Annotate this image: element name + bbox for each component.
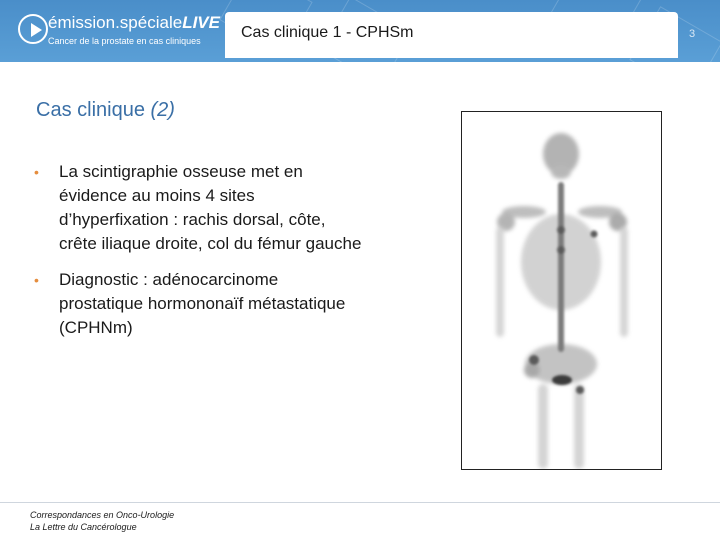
bullet-text: La scintigraphie osseuse met en évidence au moins 4 sites d’hyperfixation : rachis dorsal, côte, crête iliaque droite, col du fémur gauche [59, 162, 362, 253]
logo [14, 10, 220, 52]
play-icon [18, 14, 48, 44]
bullet-item [34, 160, 364, 256]
logo-title [48, 13, 220, 33]
bone-scan-image [461, 111, 662, 470]
slide-title: Cas clinique 1 - CPHSm [241, 24, 414, 41]
header-banner [0, 0, 720, 62]
footer-line-2: La Lettre du Cancérologue [30, 522, 137, 532]
logo-title-live: LIVE [182, 13, 220, 32]
logo-subtitle: Cancer de la prostate en cas cliniques [48, 36, 201, 46]
section-title-paren: (2) [150, 99, 175, 121]
slide-title-box [225, 12, 678, 58]
footer-line-1: Correspondances en Onco-Urologie [30, 510, 175, 520]
skeleton-scan-icon [462, 112, 661, 469]
footer-divider [0, 502, 720, 503]
bullet-item [34, 268, 364, 340]
bullet-icon: • [34, 272, 39, 288]
section-title [36, 99, 175, 122]
bullet-list [34, 160, 364, 352]
section-title-text: Cas clinique [36, 99, 145, 121]
bullet-icon: • [34, 164, 39, 180]
slide-number: 3 [689, 28, 696, 40]
footer [30, 509, 174, 533]
bullet-text: Diagnostic : adénocarcinome prostatique hormononaïf métastatique (CPHNm) [59, 270, 346, 337]
logo-title-text: émission.spéciale [48, 13, 183, 32]
